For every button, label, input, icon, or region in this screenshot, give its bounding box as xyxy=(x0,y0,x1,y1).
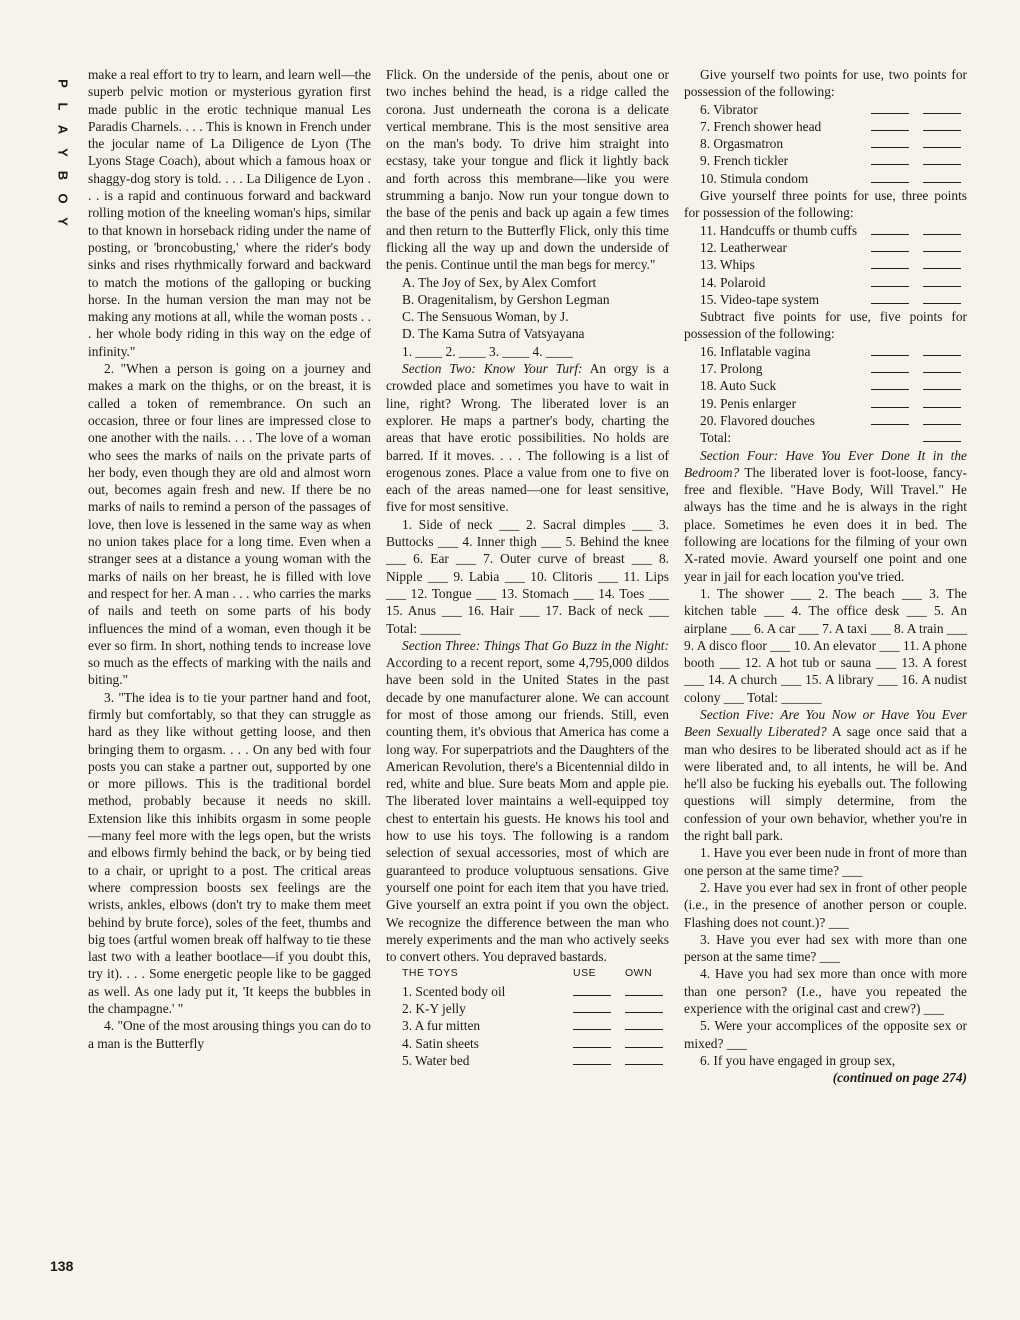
book-option: A. The Joy of Sex, by Alex Comfort xyxy=(402,274,597,290)
question: 4. Have you had sex more than once with more than one person? (I.e., have you repeated the experience with the original cast and crew?) ___ xyxy=(684,966,967,1017)
column-header: USE xyxy=(573,967,597,980)
paragraph: 2. "When a person is going on a journey and makes a mark on the thighs, or on the breast, it is called a token of remembrance. On such an occasion, three or four lines are impressed close to one another with the nails. . . . The love of a woman who sees the marks of nails on the private parts of her body, even though they are old and almost worn out, becomes again fresh and new. If there be no marks of nails to remind a person of the passages of love, then love is lessened in the same way as when no union takes place for a long time. Even when a stranger sees at a distance a young woman with the marks of nails on her breast, he is filled with love and respect for her. A man . . . who carries the marks of nails and teeth on some parts of his body influences the mind of a woman, even though it be ever so firm. In short, nothing tends to increase love so much as the effects of marking with the nails and biting." xyxy=(88,361,371,688)
paragraph: Flick. On the underside of the penis, about one or two inches behind the head, is a ridge called the corona. Just underneath the corona is a delicate vertical membrane. This is the most sensitive area on the man's body. To drive him straight into ecstasy, take your tongue and flick it lightly back and forth across this membrane—like you were strumming a banjo. Now run your tongue down to the base of the penis and back up again a few times and then return to the Butterfly Flick, only this time flicking all the way up and down the underside of the penis. Continue until the man begs for mercy." xyxy=(386,67,669,273)
table-row: 11. Handcuffs or thumb cuffs xyxy=(684,222,967,239)
book-option: C. The Sensuous Woman, by J. xyxy=(402,309,569,325)
masthead-letter: O xyxy=(55,193,71,204)
table-row: 8. Orgasmatron xyxy=(684,135,967,152)
masthead-letter: B xyxy=(55,170,71,181)
table-row: 17. Prolong xyxy=(684,360,967,377)
table-row: 20. Flavored douches xyxy=(684,412,967,429)
masthead-letter: A xyxy=(55,124,71,135)
table-row: 2. K-Y jelly xyxy=(386,1000,669,1017)
question: 1. Have you ever been nude in front of more than one person at the same time? ___ xyxy=(684,845,967,878)
answer-blanks: 1. ____ 2. ____ 3. ____ 4. ____ xyxy=(402,343,573,359)
section-title: Section Two: Know Your Turf: xyxy=(402,361,583,377)
table-row: 18. Auto Suck xyxy=(684,377,967,394)
toys-table xyxy=(684,343,967,447)
masthead-letter: L xyxy=(55,102,71,111)
table-row: 3. A fur mitten xyxy=(386,1017,669,1034)
question: 6. If you have engaged in group sex, xyxy=(700,1052,896,1068)
column-header: OWN xyxy=(625,967,653,980)
table-row: 13. Whips xyxy=(684,256,967,273)
table-row: 14. Polaroid xyxy=(684,274,967,291)
locations-list: 1. The shower ___ 2. The beach ___ 3. The kitchen table ___ 4. The office desk ___ 5. An airplane ___ 6. A car ___ 7. A taxi ___ 8. A train ___ 9. A disco floor ___ 10. An elevator ___ 11. A phone booth ___ 12. A hot tub or sauna ___ 13. A forest ___ 14. A church ___ 15. A library ___ 16. A nudist colony ___ Total: ______ xyxy=(684,585,967,705)
masthead-letter: Y xyxy=(55,148,71,157)
column-header: THE TOYS xyxy=(402,967,459,980)
column-1 xyxy=(88,66,371,1052)
table-row: 9. French tickler xyxy=(684,152,967,169)
question: 2. Have you ever had sex in front of other people (i.e., in the presence of another person or couple. Flashing does not count.)? ___ xyxy=(684,879,967,930)
table-row: 5. Water bed xyxy=(386,1052,669,1069)
section-two xyxy=(386,360,669,516)
paragraph: make a real effort to try to learn, and learn well—the superb pelvic motion or mysterious gyration first made public in the erotic technique manual Les Paradis Charnels. . . . This is known in French under the jocular name of La Diligence de Lyon (The Lyons Stage Coach), about which a famous hoax or shaggy-dog story is told. . . . La Diligence de Lyon . . . is a rapid and continuous forward and backward rolling motion of the kneeling woman's hips, similar to that known in horseback riding under the name of posting, or 'broncobusting,' where the rider's body sinks and rises rhythmically forward and backward to match the motions of the galloping or bucking horse. In the human version the man may not be making any motions at all, while the woman posts . . . her whole body riding in this way on the edge of infinity." xyxy=(88,67,371,359)
table-row: Total: xyxy=(684,429,967,446)
zones-list: 1. Side of neck ___ 2. Sacral dimples ___ 3. Buttocks ___ 4. Inner thigh ___ 5. Behind the knee ___ 6. Ear ___ 7. Outer curve of breast ___ 8. Nipple ___ 9. Labia ___ 10. Clitoris ___ 11. Lips ___ 12. Tongue ___ 13. Stomach ___ 14. Toes ___ 15. Anus ___ 16. Hair ___ 17. Back of neck ___ Total: ______ xyxy=(386,516,669,636)
table-row: 15. Video-tape system xyxy=(684,291,967,308)
table-row: 19. Penis enlarger xyxy=(684,395,967,412)
section-title: Section Five: Are You Now or Have You Ever Been Sexually Liberated? xyxy=(684,706,967,740)
question: 5. Were your accomplices of the opposite sex or mixed? ___ xyxy=(684,1018,967,1051)
paragraph: Give yourself two points for use, two points for possession of the following: xyxy=(684,67,967,100)
paragraph: Give yourself three points for use, three points for possession of the following: xyxy=(684,188,967,221)
toys-table xyxy=(684,101,967,187)
masthead xyxy=(52,72,74,233)
section-text: A sage once said that a man who desires to be liberated should act as if he were liberated and, to all intents, he will be. And he'll also be fucking his eyeballs out. The following questions will simply determine, from the confession of your own behavior, whether you're in the right ball park. xyxy=(684,724,967,844)
section-title: Section Three: Things That Go Buzz in the Night: xyxy=(402,637,669,653)
question: 3. Have you ever had sex with more than one person at the same time? ___ xyxy=(684,931,967,965)
table-row: 4. Satin sheets xyxy=(386,1035,669,1052)
section-text: An orgy is a crowded place and sometimes you have to wait in line, right? Wrong. The liberated lover is an explorer. He maps a partner's body, charting the areas that have erotic possibilities. No holds are barred. If it moves. . . . The following is a list of erogenous zones. Place a value from one to five on each of the areas named—one for least sensitive, five for most sensitive. xyxy=(386,361,669,515)
book-list xyxy=(386,274,669,360)
paragraph: 3. "The idea is to tie your partner hand and foot, firmly but comfortably, so that they can struggle as hard as they like without getting loose, and then bringing them to orgasm. . . . On any bed with four posts you can stake a partner out, supported by one or more pillows. This is the traditional bordel method, probably because it needs no skill. Extension like this inhibits orgasm in some people—many feel more with the legs open, but the wrists and elbows firmly behind the back, or by being tied to a chair, or upright to a post. The critical areas where compression boosts sex feelings are the wrists, ankles, elbows (don't try to make them meet behind by brute force), soles of the feet, thumbs and big toes (artful women break off halfway to tie these last two with a leather bootlace—if you doubt this, try it). . . . Some energetic people like to be gagged as well. As one lady put it, 'It keeps the bubbles in the champagne.' " xyxy=(88,689,371,1017)
table-row: 1. Scented body oil xyxy=(386,983,669,1000)
section-text: According to a recent report, some 4,795,000 dildos have been sold in the United States in the past decade by one manufacturer alone. We can account for most of those among our friends. Still, even counting them, it's obvious that America has come a long way. For superpatriots and the Daughters of the American Revolution, there's a Bicentennial dildo in red, white and blue. Sure beats Mom and apple pie. The liberated lover maintains a well-equipped toy chest to entertain his guests. He knows his tool and how to use his toys. The following is a random selection of sexual accessories, most of which are guaranteed to produce voluptuous sensations. Give yourself one point for each item that you have tried. Give yourself an extra point if you own the object. We recognize the difference between the man who merely experiments and the man who actively seeks to convert others. You depraved bastards. xyxy=(386,655,669,965)
continued-note: (continued on page 274) xyxy=(832,1070,967,1086)
masthead-letter: P xyxy=(55,79,71,88)
book-option: D. The Kama Sutra of Vatsyayana xyxy=(402,326,585,342)
paragraph: 4. "One of the most arousing things you can do to a man is the Butterfly xyxy=(88,1018,371,1051)
table-row: 6. Vibrator xyxy=(684,101,967,118)
table-row: 7. French shower head xyxy=(684,118,967,135)
section-five xyxy=(684,706,967,844)
column-2 xyxy=(386,66,669,1069)
section-title: Section Four: Have You Ever Done It in the Bedroom? xyxy=(684,447,967,480)
book-option: B. Oragenitalism, by Gershon Legman xyxy=(402,291,610,307)
page-number: 138 xyxy=(50,1258,74,1274)
toys-table xyxy=(684,222,967,308)
toys-table xyxy=(386,965,669,1069)
table-row: 10. Stimula condom xyxy=(684,170,967,187)
table-row: 12. Leatherwear xyxy=(684,239,967,256)
table-row: 16. Inflatable vagina xyxy=(684,343,967,360)
column-3 xyxy=(684,66,967,1087)
section-text: The liberated lover is foot-loose, fancy-free and flexible. "Have Body, Will Travel." He always has the time and he is always in the right place. Sometimes he even does it in bed. The following are locations for the filming of your own X-rated movie. Award yourself one point and one year in jail for each location you've tried. xyxy=(684,464,967,584)
section-four xyxy=(684,447,967,585)
paragraph: Subtract five points for use, five points for possession of the following: xyxy=(684,309,967,342)
masthead-letter: Y xyxy=(55,217,71,226)
section-three xyxy=(386,637,669,966)
